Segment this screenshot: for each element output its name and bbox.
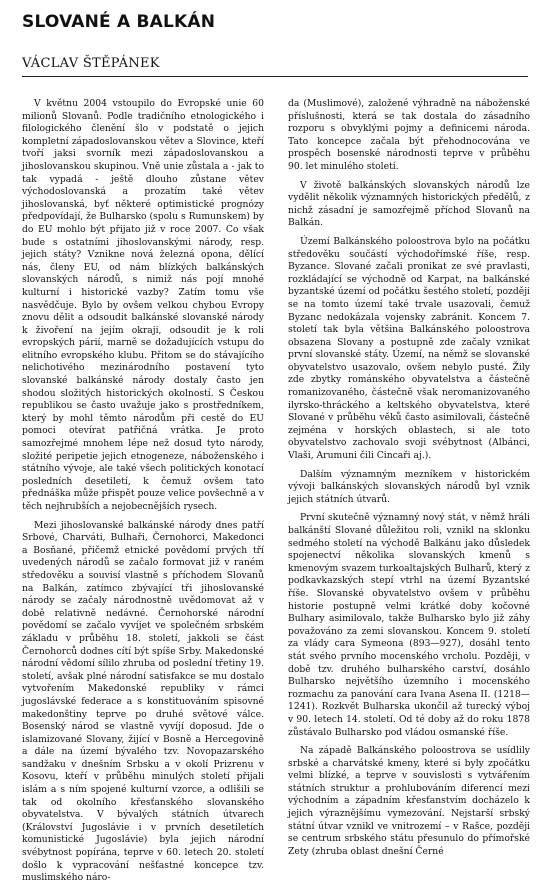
- paragraph: V životě balkánských slovanských národů lze vydělit několik významných historických předělů, z nichž zásadní je samozřejmě příchod Slovanů na Balkán.: [288, 179, 530, 229]
- header-rule: [22, 76, 528, 77]
- paragraph: Území Balkánského poloostrova bylo na počátku středověku součástí východořímské říše, resp. Byzance. Slované začali pronikat ze své pravlasti, rozkládající se východně od Karpat, na balkánské byzantské území od počátku šestého století, později se na tomto území také trvale usazovali, čemuž Byzanc nedokázala vojensky zabránit. Koncem 7. století tak byla většina Balkánského poloostrova obsazena Slovany a postupně zde začaly vznikat první slovanské státy. Území, na němž se slovanské obyvatelstvo usazovalo, ovšem nebylo pusté. Žily zde zbytky románského obyvatelstva a částečně romanizovaného, částečně však neromanizovaného ilyrsko-thráckého a keltského obyvatelstva, které Slované v průběhu věků často asimilovali, částečně zejména v horských oblastech, si ale toto obyvatelstvo zachovalo svoji svébytnost (Albánci, Vlaši, Arumuni čili Cincaři aj.).: [288, 235, 530, 462]
- left-column: [22, 98, 264, 884]
- article-title: SLOVANÉ A BALKÁN: [22, 12, 216, 32]
- paragraph: Mezi jihoslovanské balkánské národy dnes patří Srbové, Charváti, Bulhaři, Černohorci, Makedonci a Bosňané, přičemž etnické povědomí prvých tří uvedených národů se začalo formovat již v raném středověku a souvisí vlastně s příchodem Slovanů na Balkán, zatímco zbývající tři jihoslovanské národy se začaly národnostně uvědomovat až v době relativně nedávné. Černohorské národní povědomí se začalo vyvíjet ve společném srbském základu v průběhu 18. století, jakkoli se část Černohorců dodnes cítí být spíše Srby. Makedonské národní vědomí sílilo zhruba od poslední třetiny 19. století, avšak plné národní satisfakce se mu dostalo vytvořením Makedonské republiky v rámci jugoslávské federace a s konstituováním spisovné makedonštiny teprve po druhé světové válce. Bosenský národ se vlastně vyvíjí doposud. Jde o islamizované Slovany, žijící v Bosně a Hercegovině a dále na území bývalého tzv. Novopazarského sandžaku v dnešním Srbsku a v okolí Prizrenu v Kosovu, kteří v průběhu minulých století přijali islám a s ním spojené kulturní vzorce, a odlišili se tak od okolního křesťanského slovanského obyvatelstva. V bývalých státních útvarech (Království Jugoslávie i v prvních desetiletích komunistické Jugoslávie) byla jejich národní svébytnost popírána, teprve v 60. letech 20. století došlo k vypracování nešťastné koncepce tzv. muslimského náro-: [22, 519, 264, 884]
- paragraph: V květnu 2004 vstoupilo do Evropské unie 60 milionů Slovanů. Podle tradičního etnologického i filologického členění šlo v podstatě o jejich kompletní západoslovanskou větev a Slovince, kteří tvoří jaksi svorník mezi západoslovanskou a jihoslovanskou skupinou. Vně unie zůstala a - jak to tak vypadá - ještě dlouho zůstane větev východoslovanská a prozatím také větev jihoslovanská, byť některé optimistické prognózy předpovídají, že Bulharsko (spolu s Rumunskem) by do EU mohlo být přijato již v roce 2007. Co však bude s ostatními jihoslovanskými národy, resp. jejich státy? Vznikne nová železná opona, dělící nás, členy EU, od nám blízkých balkánských slovanských národů, s nimiž nás pojí mnohé kulturní i historické vazby? Zatím tomu vše nasvědčuje. Bylo by ovšem velkou chybou Evropy znovu dělit a odsoudit balkánské slovanské národy k živoření na jejím okraji, odsoudit je k roli evropských párií, marně se dožadujících vstupu do elitního evropského klubu. Přitom se do stávajícího nelichotivého mezinárodního postavení tyto slovanské balkánské národy dostaly často jen shodou složitých historických okolností. S Českou republikou se často uvažuje jako s prostředníkem, který by mohl těmto národům při cestě do EU pomoci otevírat patřičná vrátka. Je proto samozřejmé mnohem lépe než dosud tyto národy, složité peripetie jejich etnogeneze, náboženského i státního vývoje, ale také všech politických konotací posledních desetiletí, k čemuž ovšem tato přednáška může přispět pouze velice povšechně a v těch nejhrubších a nejobecnějších rysech.: [22, 98, 264, 512]
- right-column: [288, 98, 530, 857]
- paragraph: Dalším významným mezníkem v historickém vývoji balkánských slovanských národů byl vznik jejich státních útvarů.: [288, 468, 530, 505]
- paragraph: da (Muslimové), založené výhradně na náboženské příslušnosti, která se tak dostala do zásadního rozporu s obvyklými pojmy a definicemi národa. Tato koncepce začala být přehodnocována ve prospěch bosenské národnosti teprve v průběhu 90. let minulého století.: [288, 98, 530, 172]
- paragraph: První skutečně významný nový stát, v němž hráli balkánští Slované důležitou roli, vznikl na sklonku sedmého století na východě Balkánu jako důsledek spojenectví několika slovanských kmenů s kmenovým svazem turkoaltajských Bulharů, který z podkavkazských stepí vtrhl na území Byzantské říše. Slovanské obyvatelstvo ovšem v průběhu historie postupně velmi krátké doby kočovné Bulhary asimilovalo, takže Bulharsko bylo již záhy považováno za zemi slovanskou. Koncem 9. století za vlády cara Symeona (893—927), dosáhl tento stát svého prvního mocenského vrcholu. Později, v době tzv. druhého bulharského carství, dosáhlo Bulharsko největšího územního i mocenského rozmachu za panování cara Ivana Asena II. (1218—1241). Rozkvět Bulharska ukončil až turecký výboj v 90. letech 14. století. Od té doby až do roku 1878 zůstávalo Bulharsko pod vládou osmanské říše.: [288, 512, 530, 738]
- paragraph: Na západě Balkánského poloostrova se usídlily srbské a charvátské kmeny, které si byly zpočátku velmi blízké, a teprve v souvislosti s vytvářením státních struktur a prohlubováním diferencí mezi východním a západním křesťanstvím docházelo k jejich výraznějšímu vymezování. Nejstarší srbský státní útvar vznikl ve vnitrozemí – v Rašce, později se centrum srbského státu přesunulo do přímořské Zety (zhruba oblast dnešní Černé: [288, 745, 530, 857]
- article-author: VÁCLAV ŠTĚPÁNEK: [22, 56, 160, 71]
